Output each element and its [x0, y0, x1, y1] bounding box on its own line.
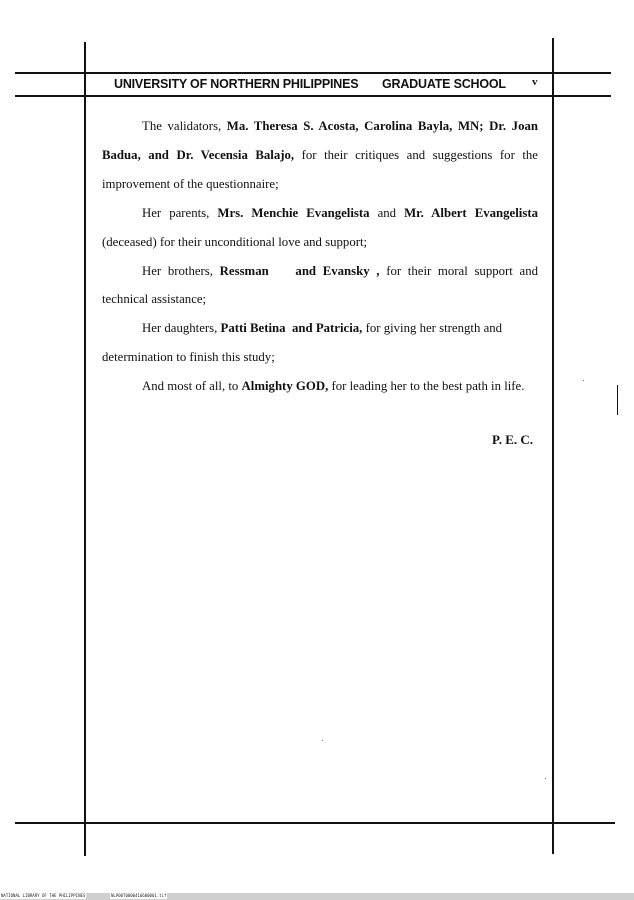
- page-header: [114, 77, 544, 95]
- scan-speck: [545, 778, 546, 779]
- right-margin-line: [552, 38, 554, 854]
- footer-library-name: NATIONAL LIBRARY OF THE PHILIPPINES: [1, 893, 86, 898]
- paragraph-daughters-line2: determination to finish this study;: [102, 350, 275, 365]
- paragraph-validators-line1: The validators, Ma. Theresa S. Acosta, Carolina Bayla, MN; Dr. Joan: [142, 119, 538, 133]
- page-number: v: [532, 76, 538, 88]
- scan-speck: [322, 740, 323, 741]
- school-name: GRADUATE SCHOOL: [382, 77, 506, 91]
- paragraph-validators-line3: improvement of the questionnaire;: [102, 176, 279, 191]
- bottom-border-line: [15, 822, 615, 824]
- left-margin-line: [84, 42, 86, 856]
- paragraph-daughters-line1: Her daughters, Patti Betina and Patricia, for giving her strength and: [142, 321, 503, 336]
- paragraph-validators-line2: Badua, and Dr. Vecensia Balajo, for their critiques and suggestions for the: [102, 147, 538, 162]
- scan-speck: [583, 380, 584, 381]
- scan-footer-strip: [0, 893, 634, 900]
- header-underline: [15, 95, 611, 97]
- paragraph-parents-line2: (deceased) for their unconditional love and support;: [102, 234, 368, 249]
- paragraph-parents-line1: Her parents, Mrs. Menchie Evangelista and Mr. Albert Evangelista: [142, 205, 538, 220]
- paragraph-almighty: And most of all, to Almighty GOD, for leading her to the best path in life.: [142, 379, 525, 394]
- university-name: UNIVERSITY OF NORTHERN PHILIPPINES: [114, 77, 359, 91]
- right-edge-mark: [617, 385, 618, 415]
- paragraph-brothers-line2: technical assistance;: [102, 292, 207, 307]
- top-border-line: [15, 72, 611, 74]
- footer-file-code: NLP00T0000416600001.tif: [111, 893, 167, 898]
- author-initials: P. E. C.: [492, 432, 534, 447]
- acknowledgment-body: [102, 112, 538, 401]
- paragraph-brothers-line1: Her brothers, Ressman and Evansky , for their moral support and: [142, 263, 538, 278]
